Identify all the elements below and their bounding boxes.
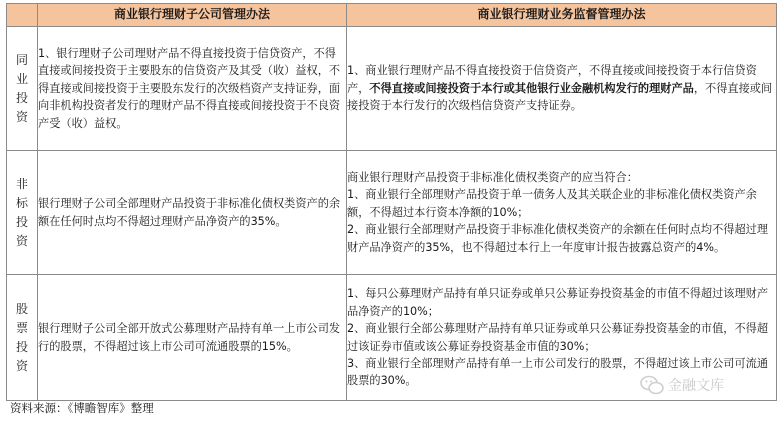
left-cell bbox=[38, 151, 347, 275]
left-cell bbox=[38, 27, 347, 151]
category-cell bbox=[7, 27, 38, 151]
left-paragraph: 银行理财子公司全部理财产品投资于非标准化债权类资产的余额在任何时点均不得超过理财产品净资产的35%。 bbox=[38, 197, 341, 228]
paragraph-text: 商业银行理财产品投资于非标准化债权类资产的应当符合： bbox=[347, 170, 638, 184]
paragraph-text: 1、商业银行理财产品不得直接投资于信贷资产，不得直接或间接投资于本行信贷资产， bbox=[347, 64, 757, 95]
right-paragraph bbox=[347, 221, 776, 256]
header-right: 商业银行理财业务监督管理办法 bbox=[347, 4, 777, 27]
left-paragraph: 1、银行理财子公司理财产品不得直接投资于信贷资产，不得直接或间接投资于主要股东的信贷资产及其受（收）益权，不得直接或间接投资于主要股东发行的次级档资产支持证券，面向非机构投资者发行的理财产品不得直接或间接投资于不良资产受（收）益权。 bbox=[38, 46, 341, 130]
left-cell bbox=[38, 275, 347, 401]
emphasis-text: 不得直接或间接投资于本行或其他银行业金融机构发行的理财产品 bbox=[369, 81, 694, 95]
right-cell bbox=[347, 27, 777, 151]
table-row bbox=[7, 27, 777, 151]
category-label: 股票投资 bbox=[15, 301, 28, 373]
paragraph-text: 2、商业银行全部理财产品投资于非标准化债权类资产的余额在任何时点均不得超过理财产品净资产的35%，也不得超过本行上一年度审计报告披露总资产的4%。 bbox=[347, 223, 769, 254]
paragraph-text: 2、商业银行全部公募理财产品持有单只证券或单只公募证券投资基金的市值，不得超过该证券市值或该公募证券投资基金市值的30%； bbox=[347, 322, 769, 353]
right-paragraph bbox=[347, 186, 776, 221]
paragraph-text: 3、商业银行全部理财产品持有单一上市公司发行的股票，不得超过该上市公司可流通股票的30%。 bbox=[347, 356, 769, 388]
right-paragraph bbox=[347, 285, 776, 320]
table-row bbox=[7, 151, 777, 275]
right-paragraph bbox=[347, 169, 776, 186]
table-body bbox=[7, 27, 777, 401]
paragraph-text: ，不得直接或间接投资于本行发行的次级档信贷资产支持证券。 bbox=[347, 81, 773, 113]
header-row bbox=[7, 4, 777, 27]
category-label: 同业投资 bbox=[15, 52, 28, 124]
paragraph-text: 1、每只公募理财产品持有单只证券或单只公募证券投资基金的市值不得超过该理财产品净资产的10%； bbox=[347, 287, 769, 318]
watermark-text: 金融文库 bbox=[668, 378, 724, 394]
source-note: 资料来源：《博瞻智库》整理 bbox=[10, 401, 154, 415]
right-paragraph bbox=[347, 62, 776, 114]
corner-cell bbox=[7, 4, 38, 27]
left-paragraph: 银行理财子公司全部开放式公募理财产品持有单一上市公司发行的股票，不得超过该上市公司可流通股票的15%。 bbox=[38, 322, 341, 353]
category-cell bbox=[7, 275, 38, 401]
comparison-table bbox=[6, 3, 777, 401]
wechat-logo-icon bbox=[640, 375, 664, 395]
watermark bbox=[640, 375, 724, 395]
category-cell bbox=[7, 151, 38, 275]
paragraph-text: 1、商业银行全部理财产品投资于单一债务人及其关联企业的非标准化债权类资产余额，不得超过本行资本净额的10%； bbox=[347, 188, 757, 219]
right-paragraph bbox=[347, 320, 776, 355]
header-left: 商业银行理财子公司管理办法 bbox=[38, 4, 347, 27]
right-cell bbox=[347, 151, 777, 275]
category-label: 非标投资 bbox=[15, 176, 28, 248]
